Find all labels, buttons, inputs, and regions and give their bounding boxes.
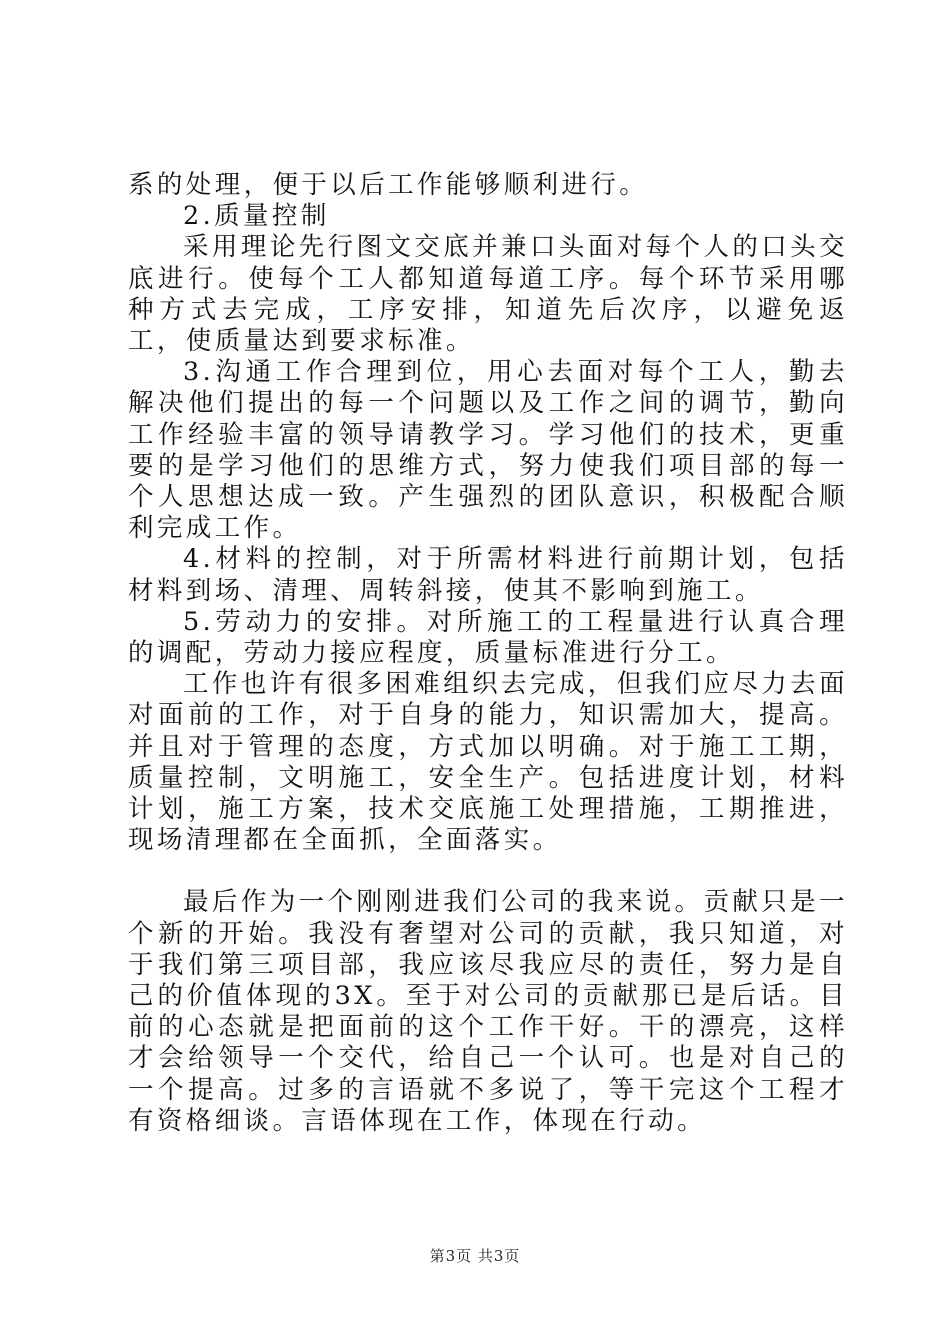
page-footer: 第3页 共3页 [429, 1247, 521, 1265]
paragraph-7: 工作也许有很多困难组织去完成，但我们应尽力去面对面前的工作，对于自身的能力，知识需加大，提高。并且对于管理的态度，方式加以明确。对于施工工期，质量控制，文明施工，安全生产。包括进度计划，材料计划，施工方案，技术交底施工处理措施，工期推进，现场清理都在全面抓，全面落实。 [128, 669, 848, 856]
paragraph-gap [128, 856, 848, 887]
paragraph-4: 3.沟通工作合理到位，用心去面对每个工人，勤去解决他们提出的每一个问题以及工作之间的调节，勤向工作经验丰富的领导请教学习。学习他们的技术，更重要的是学习他们的思维方式，努力使我们项目部的每一个人思想达成一致。产生强烈的团队意识，积极配合顺利完成工作。 [128, 357, 848, 544]
paragraph-6: 5.劳动力的安排。对所施工的工程量进行认真合理的调配，劳动力接应程度，质量标准进行分工。 [128, 606, 848, 669]
paragraph-1: 系的处理，便于以后工作能够顺利进行。 [128, 170, 649, 200]
paragraph-5: 4.材料的控制，对于所需材料进行前期计划，包括材料到场、清理、周转斜接，使其不影响到施工。 [128, 544, 848, 606]
section-heading-quality-control: 2.质量控制 [183, 201, 330, 232]
document-body [128, 170, 848, 1137]
paragraph-3: 采用理论先行图文交底并兼口头面对每个人的口头交底进行。使每个工人都知道每道工序。每个环节采用哪种方式去完成，工序安排，知道先后次序，以避免返工，使质量达到要求标准。 [128, 232, 848, 357]
paragraph-8: 最后作为一个刚刚进我们公司的我来说。贡献只是一个新的开始。我没有奢望对公司的贡献，我只知道，对于我们第三项目部，我应该尽我应尽的责任，努力是自己的价值体现的3X。至于对公司的贡献那已是后话。目前的心态就是把面前的这个工作干好。干的漂亮，这样才会给领导一个交代，给自己一个认可。也是对自己的一个提高。过多的言语就不多说了，等干完这个工程才有资格细谈。言语体现在工作，体现在行动。 [128, 887, 848, 1136]
